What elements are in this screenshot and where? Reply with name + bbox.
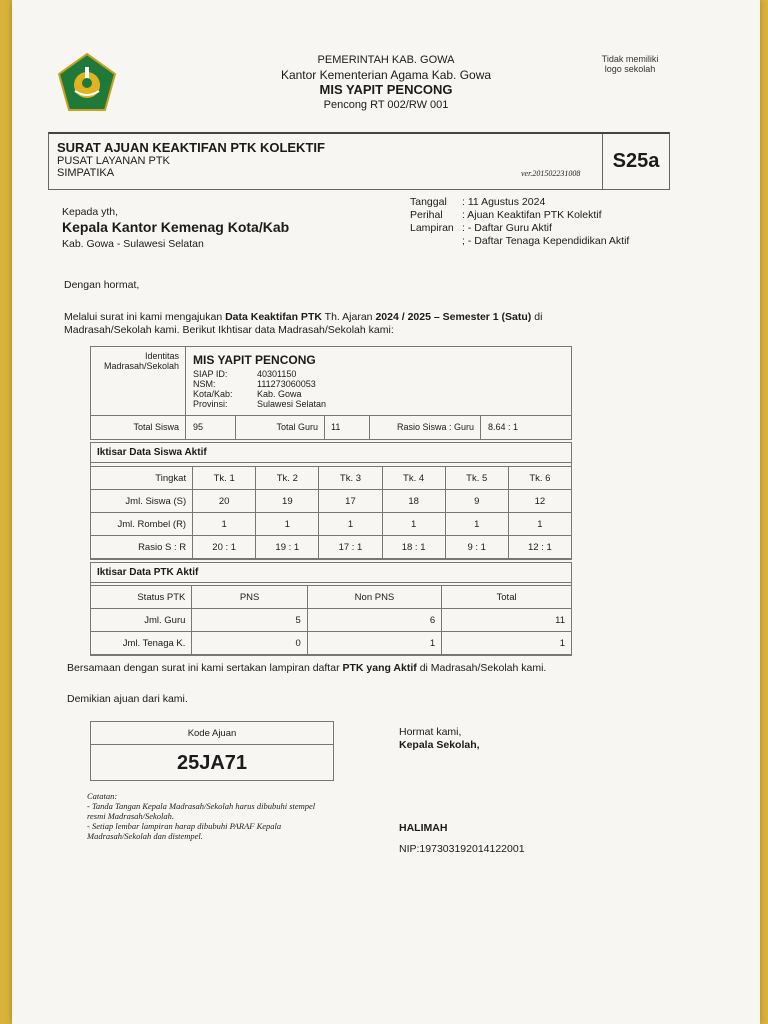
siswa-cell: 9 [445,490,508,513]
prov-label: Provinsi: [193,399,228,409]
kota-label: Kota/Kab: [193,389,233,399]
total-guru-value: 11 [331,422,341,432]
siswa-cell: 1 [319,513,382,536]
ptk-cell: Total [442,586,572,609]
notes [87,791,387,841]
kota-value: Kab. Gowa [257,389,302,399]
ptk-cell: 0 [192,632,307,655]
kode-ajuan-box [90,721,334,781]
rasio-value: 8.64 : 1 [488,422,519,432]
siswa-cell: 1 [382,513,445,536]
rasio-label: Rasio Siswa : Guru [369,416,481,440]
form-version: ver.201502231008 [521,169,581,178]
table-row [91,609,572,632]
totals-row [91,415,571,440]
ptk-title: Iktisar Data PTK Aktif [91,563,571,583]
siswa-cell: Jml. Rombel (R) [91,513,193,536]
siswa-cell: Tk. 5 [445,467,508,490]
siswa-cell: Jml. Siswa (S) [91,490,193,513]
siswa-cell: Tk. 2 [256,467,319,490]
ptk-header-row [91,586,572,609]
p2-text-c: di Madrasah/Sekolah kami. [416,662,547,674]
siswa-cell: 1 [508,513,571,536]
siswa-cell: Tingkat [91,467,193,490]
identity-label: Identitas Madrasah/Sekolah [91,347,186,415]
ptk-cell: 1 [307,632,441,655]
siswa-cell: 1 [256,513,319,536]
document-page [12,0,760,1024]
identity-box [90,346,572,440]
siswa-cell: 20 : 1 [193,536,256,559]
siap-label: SIAP ID: [193,369,228,379]
form-title-box [48,132,670,190]
form-code: S25a [602,134,669,189]
lampiran-value-2: ; - Daftar Tenaga Kependidikan Aktif [462,235,630,247]
lampiran-label: Lampiran [410,222,454,234]
siswa-cell: Tk. 6 [508,467,571,490]
recipient-name: Kepala Kantor Kemenag Kota/Kab [62,219,290,235]
note-2: - Setiap lembar lampiran harap dibubuhi PARAF Kepala [87,821,282,831]
kode-ajuan-value: 25JA71 [176,751,248,774]
perihal-label: Perihal [410,209,443,221]
p1-text-d: 2024 / 2025 – Semester 1 (Satu) [375,311,532,323]
paragraph-2 [67,662,546,674]
p2-text-a: Bersamaan dengan surat ini kami sertakan lampiran daftar [67,662,343,674]
siswa-cell: 1 [445,513,508,536]
siswa-cell: 19 : 1 [256,536,319,559]
form-title: SURAT AJUAN KEAKTIFAN PTK KOLEKTIF [57,140,325,155]
siswa-cell: Tk. 3 [319,467,382,490]
siswa-cell: 9 : 1 [445,536,508,559]
total-siswa-value: 95 [193,422,204,432]
table-row [91,536,572,559]
p1-text-a: Melalui surat ini kami mengajukan [64,311,226,323]
table-row [91,632,572,655]
header-gov: PEMERINTAH KAB. GOWA [317,54,455,66]
siswa-cell: 12 [508,490,571,513]
siswa-cell: Rasio S : R [91,536,193,559]
ptk-cell: Jml. Guru [91,609,192,632]
table-row [91,513,572,536]
siswa-header-row [91,467,572,490]
note-1b: resmi Madrasah/Sekolah. [87,811,175,821]
identity-details [193,369,326,409]
note-2b: Madrasah/Sekolah dan distempel. [87,831,203,841]
nsm-value: 111273060053 [257,379,316,389]
siap-value: 40301150 [257,369,297,379]
ptk-cell: 11 [442,609,572,632]
sign-greeting: Hormat kami, [399,726,462,738]
recipient-place: Kab. Gowa - Sulawesi Selatan [62,238,204,250]
sign-title: Kepala Sekolah, [399,739,480,751]
siswa-cell: Tk. 4 [382,467,445,490]
ptk-cell: 1 [442,632,572,655]
perihal-value: : Ajuan Keaktifan PTK Kolektif [462,209,602,221]
tanggal-value: : 11 Agustus 2024 [462,196,546,208]
siswa-cell: 18 [382,490,445,513]
ptk-cell: Non PNS [307,586,441,609]
closing: Demikian ajuan dari kami. [67,693,188,705]
ptk-table [90,585,572,655]
ptk-cell: 6 [307,609,441,632]
ptk-cell: PNS [192,586,307,609]
siswa-cell: 17 : 1 [319,536,382,559]
p1-line-2: Madrasah/Sekolah kami. Berikut Ikhtisar data Madrasah/Sekolah kami: [64,324,394,336]
siswa-cell: 18 : 1 [382,536,445,559]
no-logo-note: Tidak memiliki logo sekolah [601,54,659,74]
siswa-table [90,466,572,559]
notes-title: Catatan: [87,791,118,801]
signer-name: HALIMAH [399,822,448,834]
ptk-cell: Status PTK [91,586,192,609]
signer-nip: NIP:197303192014122001 [399,843,525,855]
total-guru-label: Total Guru [235,416,325,440]
lampiran-value-1: : - Daftar Guru Aktif [462,222,552,234]
identity-name: MIS YAPIT PENCONG [193,353,316,367]
siswa-title: Iktisar Data Siswa Aktif [91,443,571,463]
greeting: Dengan hormat, [64,279,140,291]
nsm-label: NSM: [193,379,216,389]
siswa-cell: 19 [256,490,319,513]
header-office: Kantor Kementerian Agama Kab. Gowa [280,68,492,82]
form-sub1: PUSAT LAYANAN PTK [57,155,170,167]
recipient-to: Kepada yth, [62,206,119,218]
prov-value: Sulawesi Selatan [257,399,327,409]
p1-text-e: di [531,311,543,323]
ptk-cell: Jml. Tenaga K. [91,632,192,655]
paragraph-1 [64,311,714,337]
header-address: Pencong RT 002/RW 001 [323,99,449,111]
siswa-cell: 17 [319,490,382,513]
siswa-cell: 12 : 1 [508,536,571,559]
p2-text-b: PTK yang Aktif [342,662,417,674]
ptk-cell: 5 [192,609,307,632]
kode-ajuan-label: Kode Ajuan [91,722,333,745]
p1-text-b: Data Keaktifan PTK [225,311,322,323]
header-school: MIS YAPIT PENCONG [319,82,453,97]
p1-text-c: Th. Ajaran [321,311,376,323]
total-siswa-label: Total Siswa [91,416,186,440]
form-sub2: SIMPATIKA [57,167,115,179]
siswa-cell: Tk. 1 [193,467,256,490]
letter-meta [410,196,629,248]
siswa-cell: 20 [193,490,256,513]
note-1: - Tanda Tangan Kepala Madrasah/Sekolah harus dibubuhi stempel [87,801,316,811]
table-row [91,490,572,513]
siswa-cell: 1 [193,513,256,536]
tanggal-label: Tanggal [410,196,447,208]
